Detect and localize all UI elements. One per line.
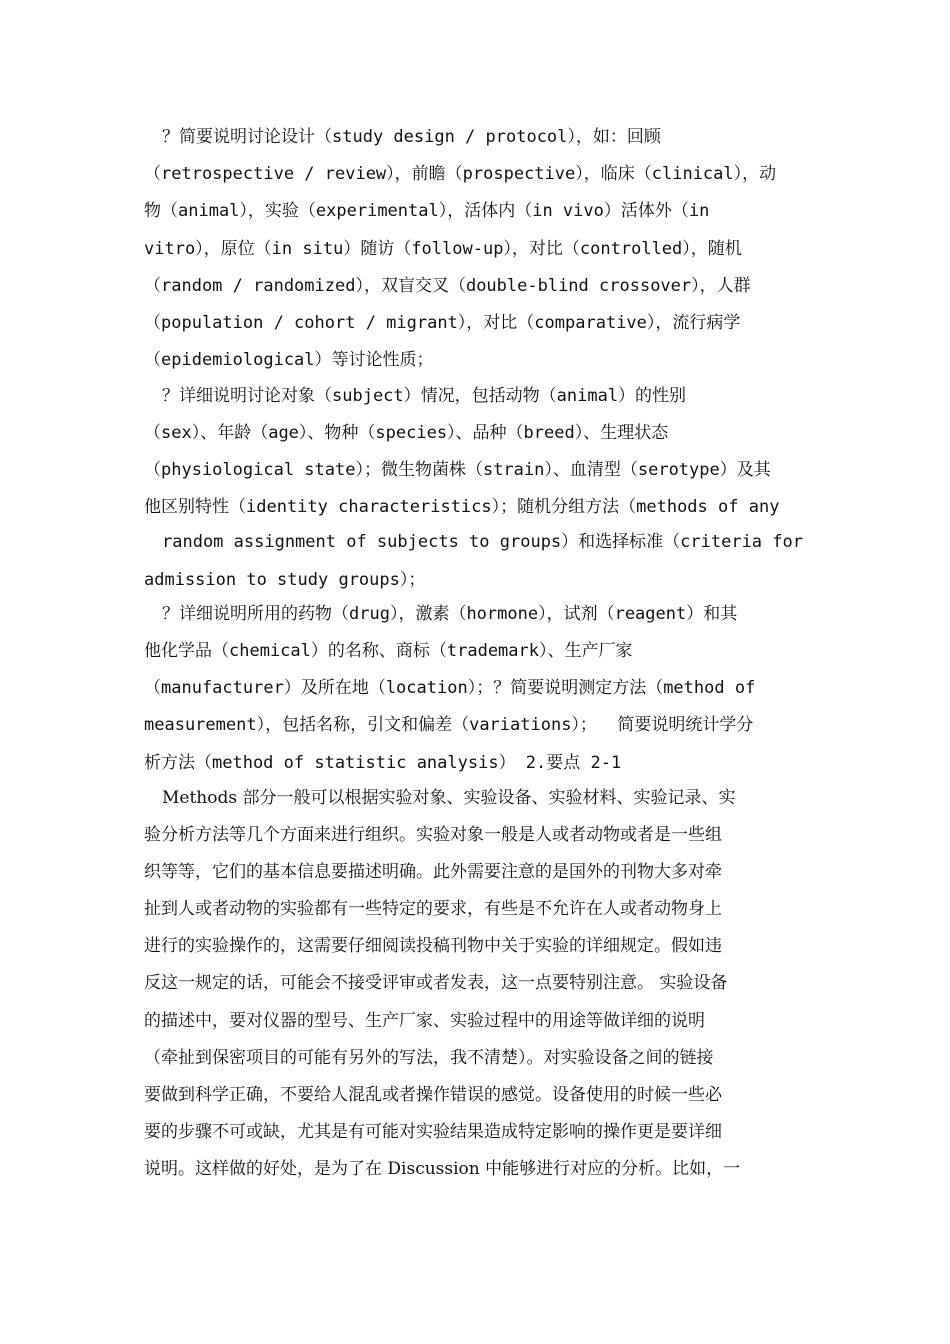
text-line: random assignment of subjects to groups）和选择标准（criteria for: [162, 532, 803, 552]
text-line: 要的步骤不可或缺，尤其是有可能对实验结果造成特定影响的操作更是要详细: [144, 1122, 722, 1142]
text-line: 他区别特性（identity characteristics）；随机分组方法（methods of any: [144, 497, 780, 517]
text-line: （population / cohort / migrant），对比（comparative），流行病学: [144, 313, 741, 333]
text-line: ？详细说明讨论对象（subject）情况，包括动物（animal）的性别: [162, 386, 687, 406]
text-line: 反这一规定的话，可能会不接受评审或者发表，这一点要特别注意。 实验设备: [144, 973, 728, 993]
text-line: （random / randomized），双盲交叉（double-blind crossover），人群: [144, 276, 751, 296]
text-line: 说明。这样做的好处，是为了在 Discussion 中能够进行对应的分析。比如，一: [144, 1159, 741, 1179]
text-line: vitro），原位（in situ）随访（follow-up），对比（controlled），随机: [144, 239, 742, 259]
text-line: 他化学品（chemical）的名称、商标（trademark）、生产厂家: [144, 641, 633, 661]
text-line: （sex）、年龄（age）、物种（species）、品种（breed）、生理状态: [144, 423, 669, 443]
text-line: 织等等，它们的基本信息要描述明确。此外需要注意的是国外的刊物大多对牵: [144, 862, 722, 882]
text-line: 的描述中，要对仪器的型号、生产厂家、实验过程中的用途等做详细的说明: [144, 1011, 705, 1031]
text-line: （epidemiological）等讨论性质；: [144, 350, 434, 370]
text-line: 析方法（method of statistic analysis） 2.要点 2-1: [144, 753, 622, 773]
text-line: （retrospective / review），前瞻（prospective），临床（clinical），动: [144, 164, 777, 184]
text-line: 物（animal），实验（experimental），活体内（in vivo）活体外（in: [144, 201, 710, 221]
text-line: （manufacturer）及所在地（location）；？简要说明测定方法（method of: [144, 678, 756, 698]
text-line: （physiological state）；微生物菌株（strain）、血清型（serotype）及其: [144, 460, 771, 480]
text-line: 验分析方法等几个方面来进行组织。实验对象一般是人或者动物或者是一些组: [144, 825, 722, 845]
text-line: 要做到科学正确，不要给人混乱或者操作错误的感觉。设备使用的时候一些必: [144, 1085, 722, 1105]
text-line: ？详细说明所用的药物（drug），激素（hormone），试剂（reagent）和其: [162, 604, 738, 624]
text-line: admission to study groups）；: [144, 570, 426, 590]
text-line: （牵扯到保密项目的可能有另外的写法，我不清楚）。对实验设备之间的链接: [144, 1048, 714, 1068]
text-line: 扯到人或者动物的实验都有一些特定的要求，有些是不允许在人或者动物身上: [144, 899, 722, 919]
text-line: ？简要说明讨论设计（study design / protocol），如：回顾: [162, 127, 661, 147]
text-line: measurement），包括名称，引文和偏差（variations）； 简要说明统计学分: [144, 715, 754, 735]
text-line: 进行的实验操作的，这需要仔细阅读投稿刊物中关于实验的详细规定。假如违: [144, 936, 722, 956]
text-line: Methods 部分一般可以根据实验对象、实验设备、实验材料、实验记录、实: [162, 788, 736, 808]
